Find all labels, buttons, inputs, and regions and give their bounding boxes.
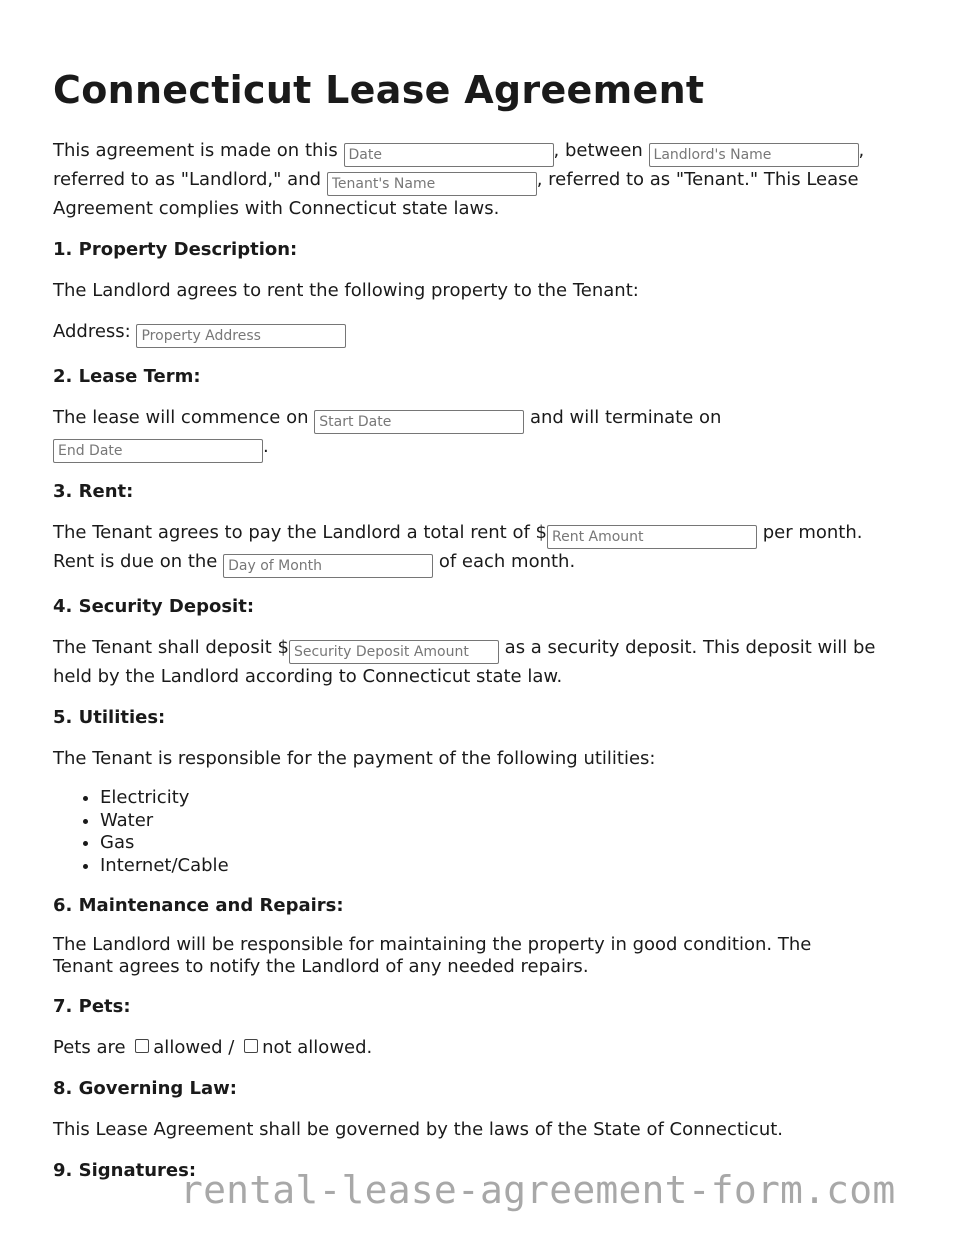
start-date-input[interactable] <box>314 410 524 434</box>
rent-text-part: of each month. <box>433 551 576 572</box>
security-deposit-input[interactable] <box>289 640 499 664</box>
section-heading-deposit: 4. Security Deposit: <box>53 596 255 617</box>
term-text-part: and will terminate on <box>524 407 722 428</box>
section-heading-rent: 3. Rent: <box>53 481 134 502</box>
deposit-text-part: held by the Landlord according to Connecticut state law. <box>53 666 563 687</box>
property-address-input[interactable] <box>136 324 346 348</box>
pets-not-allowed-checkbox[interactable] <box>244 1039 258 1053</box>
utilities-list <box>53 787 913 877</box>
intro-paragraph <box>53 138 913 221</box>
date-input[interactable] <box>344 143 554 167</box>
rent-day-input[interactable] <box>223 554 433 578</box>
term-text-part: The lease will commence on <box>53 407 315 428</box>
intro-text: , referred to as "Tenant." This Lease <box>536 169 859 190</box>
section-heading-law: 8. Governing Law: <box>53 1078 237 1099</box>
intro-text: referred to as "Landlord," and <box>53 169 327 190</box>
law-text: This Lease Agreement shall be governed by the laws of the State of Connecticut. <box>53 1119 784 1140</box>
utilities-text: The Tenant is responsible for the payment of the following utilities: <box>53 748 656 769</box>
intro-text: Agreement complies with Connecticut state laws. <box>53 198 500 219</box>
section-heading-maintenance: 6. Maintenance and Repairs: <box>53 895 344 916</box>
pets-allowed-checkbox[interactable] <box>135 1039 149 1053</box>
end-date-input[interactable] <box>53 439 263 463</box>
address-label: Address: <box>53 321 137 342</box>
watermark: rental-lease-agreement-form.com <box>180 1168 896 1212</box>
section-heading-pets: 7. Pets: <box>53 996 131 1017</box>
property-text: The Landlord agrees to rent the following property to the Tenant: <box>53 280 639 301</box>
address-line <box>53 319 913 348</box>
list-item: • Electricity <box>100 787 913 810</box>
tenant-name-input[interactable] <box>327 172 537 196</box>
section-heading-signatures: 9. Signatures: <box>53 1160 197 1181</box>
pets-text-part: Pets are <box>53 1037 132 1058</box>
intro-text: This agreement is made on this <box>53 140 344 161</box>
rent-amount-input[interactable] <box>547 525 757 549</box>
section-heading-property: 1. Property Description: <box>53 239 298 260</box>
deposit-text <box>53 635 913 689</box>
maintenance-text <box>53 934 913 978</box>
pets-text <box>53 1035 913 1060</box>
pets-not-allowed-label: not allowed. <box>262 1037 373 1058</box>
maintenance-text-part: The Landlord will be responsible for maintaining the property in good condition. The <box>53 934 812 955</box>
lease-document <box>53 66 913 1199</box>
list-item: • Gas <box>100 832 913 855</box>
intro-text: , <box>858 140 865 161</box>
section-heading-utilities: 5. Utilities: <box>53 707 166 728</box>
rent-text-part: The Tenant agrees to pay the Landlord a total rent of $ <box>53 522 547 543</box>
maintenance-text-part: Tenant agrees to notify the Landlord of any needed repairs. <box>53 956 589 977</box>
page-title: Connecticut Lease Agreement <box>53 68 705 112</box>
term-text <box>53 405 913 463</box>
rent-text-part: per month. <box>757 522 863 543</box>
section-heading-term: 2. Lease Term: <box>53 366 201 387</box>
deposit-text-part: The Tenant shall deposit $ <box>53 637 289 658</box>
pets-allowed-label: allowed <box>153 1037 223 1058</box>
rent-text <box>53 520 913 578</box>
intro-text: , between <box>553 140 649 161</box>
deposit-text-part: as a security deposit. This deposit will be <box>498 637 876 658</box>
pets-separator: / <box>222 1037 241 1058</box>
list-item: • Water <box>100 810 913 833</box>
landlord-name-input[interactable] <box>649 143 859 167</box>
list-item: • Internet/Cable <box>100 855 913 878</box>
term-text-part: . <box>263 436 269 457</box>
rent-text-part: Rent is due on the <box>53 551 224 572</box>
